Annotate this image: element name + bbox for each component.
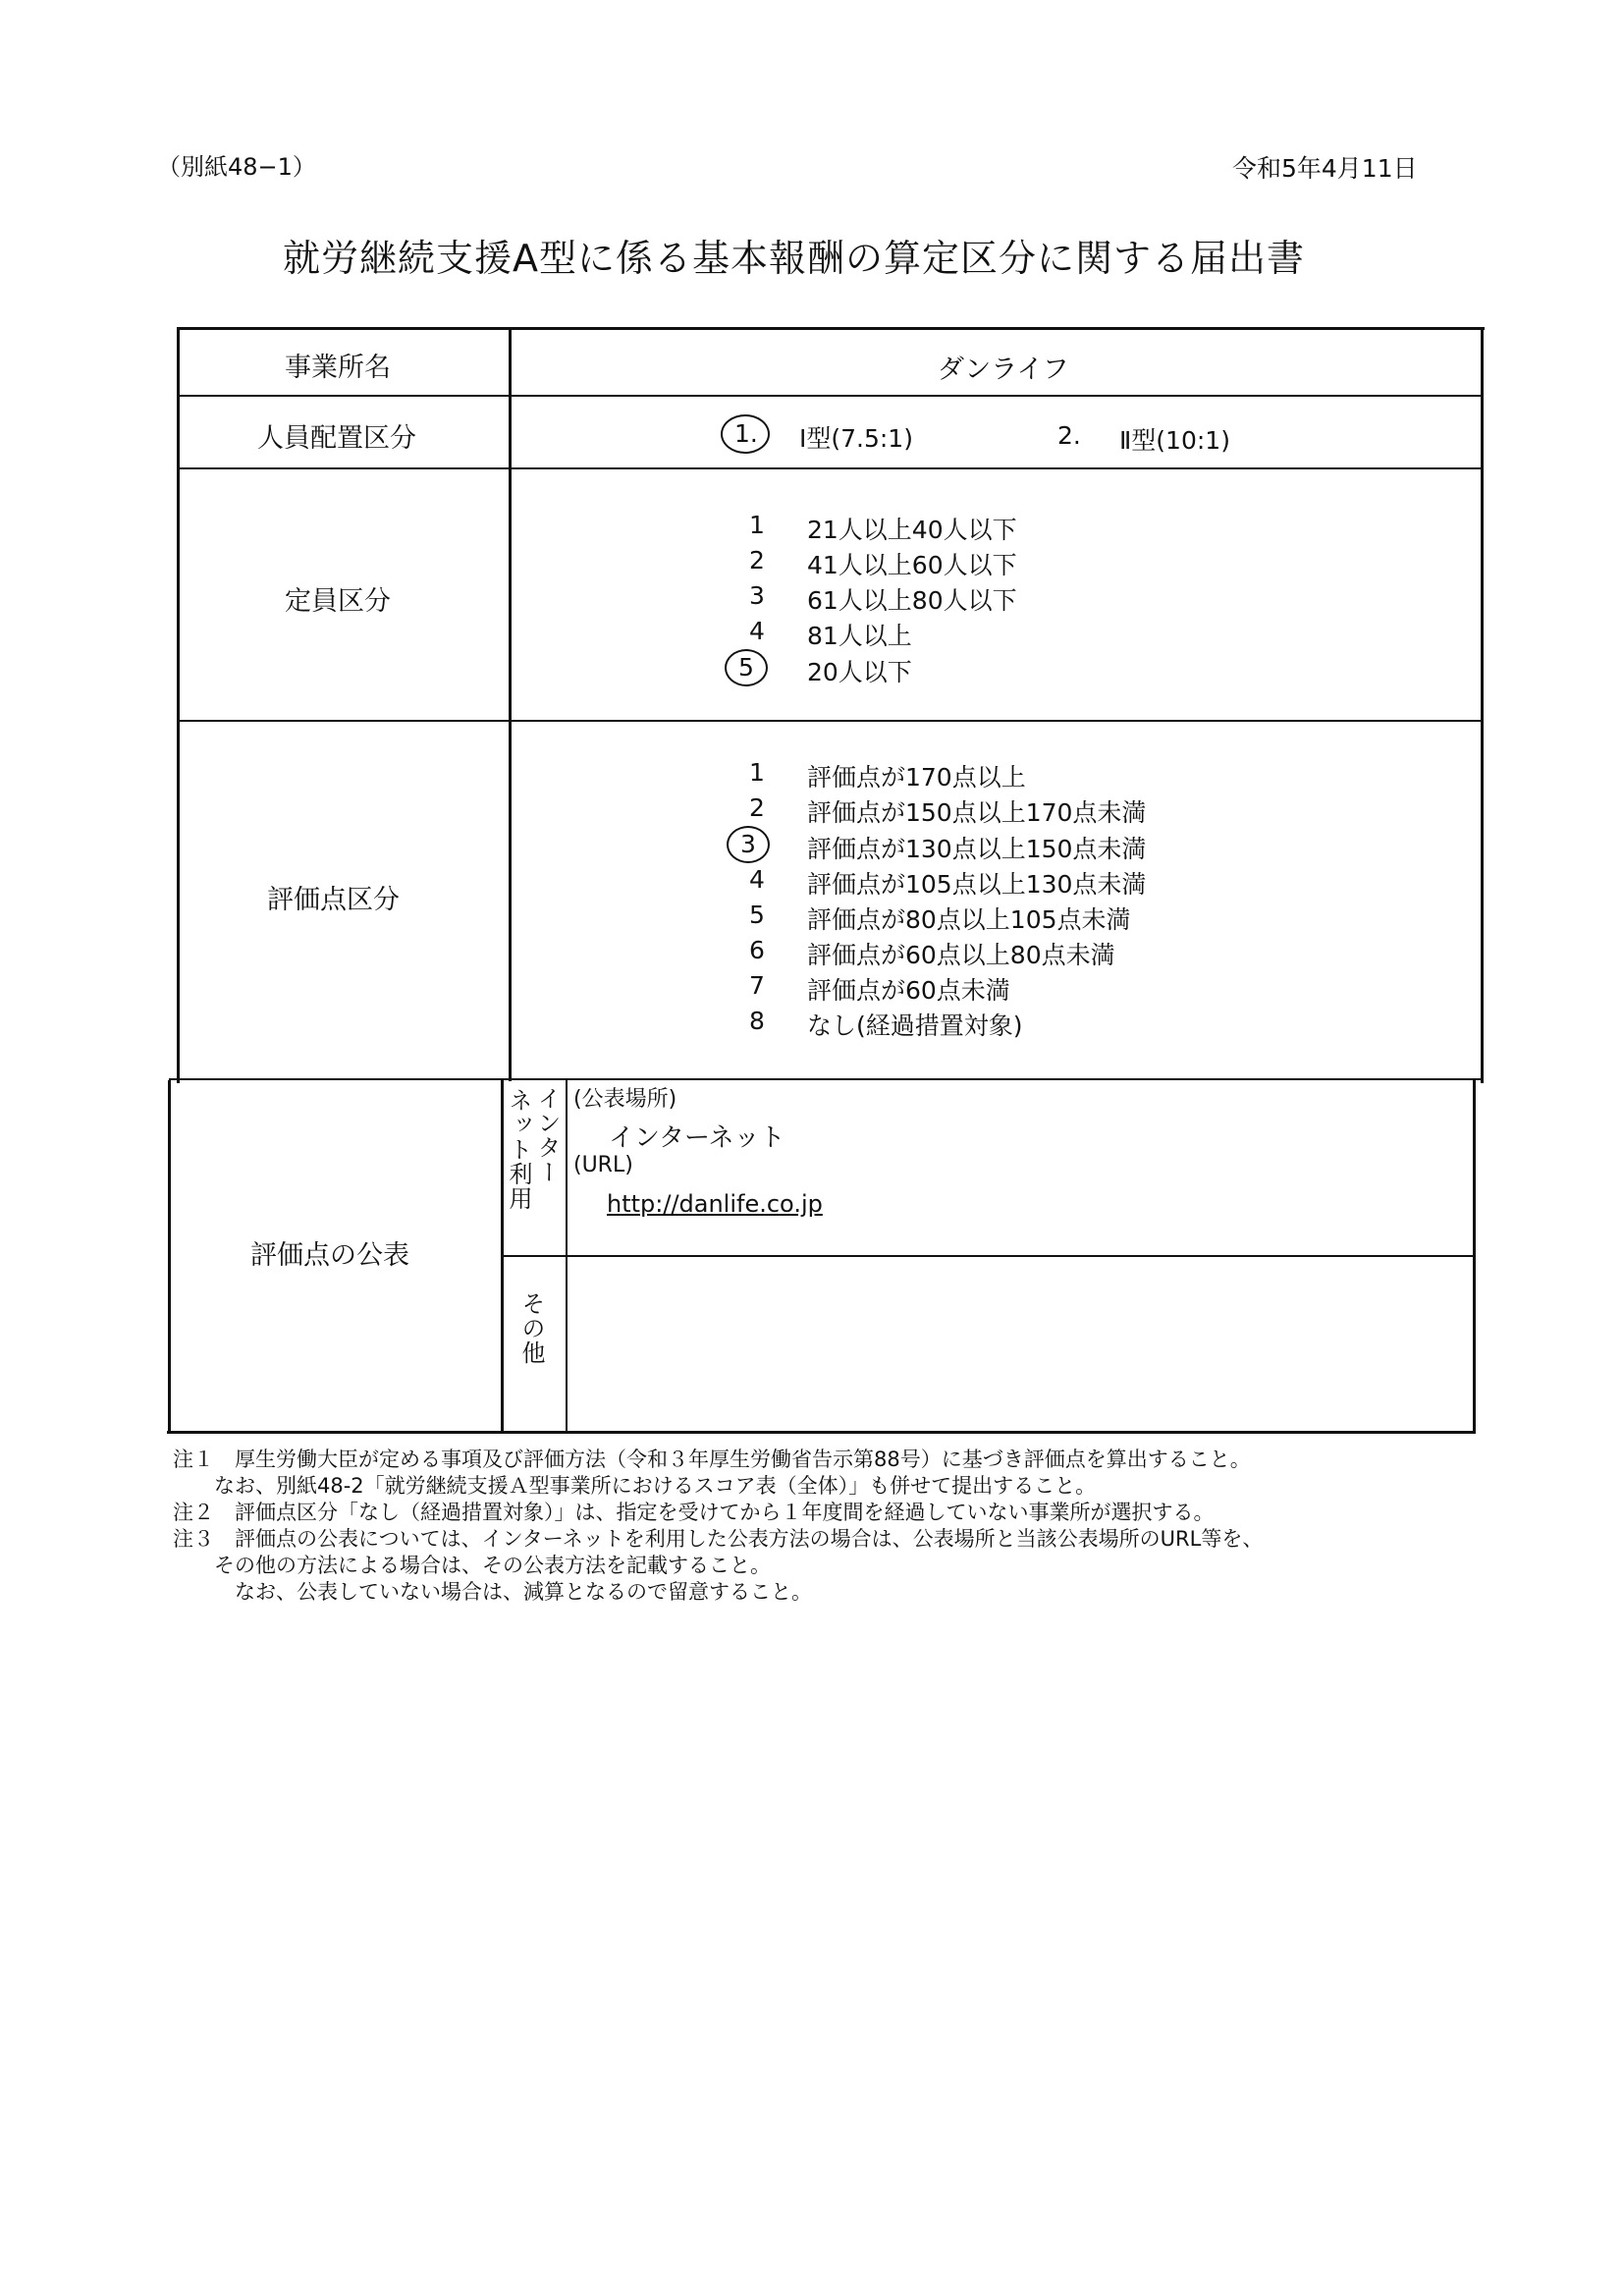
table-column-divider-lower <box>501 1080 504 1434</box>
score-item-4-num: 4 <box>749 865 765 894</box>
score-item-3-num: 3 <box>740 830 756 858</box>
row-divider-1 <box>178 395 1483 397</box>
score-item-5-text: 評価点が80点以上105点未満 <box>807 905 1131 934</box>
score-item-2-text: 評価点が150点以上170点未満 <box>807 798 1147 827</box>
table-border-left-lower <box>168 1080 171 1434</box>
internet-label-a: インター <box>533 1086 561 1184</box>
score-item-6-num: 6 <box>749 936 765 964</box>
table-border-top <box>179 327 1485 330</box>
publication-url-label: (URL) <box>573 1153 633 1177</box>
publication-label: 評価点の公表 <box>250 1240 409 1271</box>
note-1-line-2: なお、別紙48-2「就労継続支援Ａ型事業所におけるスコア表（全体）」も併せて提出すること。 <box>173 1474 1097 1498</box>
capacity-item-4-text: 81人以上 <box>807 622 912 650</box>
publication-place-label: (公表場所) <box>573 1087 677 1112</box>
score-item-3-text: 評価点が130点以上150点未満 <box>807 835 1147 863</box>
publication-row-divider <box>502 1255 1475 1257</box>
capacity-label: 定員区分 <box>285 586 391 617</box>
staffing-label: 人員配置区分 <box>257 423 416 454</box>
staffing-option-2-num: 2. <box>1057 421 1081 450</box>
note-3-line-1: 注３ 評価点の公表については、インターネットを利用した公表方法の場合は、公表場所と当該公表場所のURL等を、 <box>173 1527 1264 1551</box>
row-divider-4 <box>169 1078 1483 1080</box>
score-item-2-num: 2 <box>749 793 765 822</box>
publication-url-link[interactable]: http://danlife.co.jp <box>607 1190 823 1218</box>
document-date: 令和5年4月11日 <box>1232 154 1418 183</box>
capacity-item-3-text: 61人以上80人以下 <box>807 586 1017 615</box>
note-2: 注２ 評価点区分「なし（経過措置対象）」は、指定を受けてから１年度間を経過していない事業所が選択する。 <box>173 1501 1215 1524</box>
row-divider-3 <box>178 720 1483 722</box>
score-item-7-num: 7 <box>749 971 765 1000</box>
score-item-1-num: 1 <box>749 758 765 787</box>
note-3-line-2: その他の方法による場合は、その公表方法を記載すること。 <box>173 1554 771 1577</box>
table-border-right-lower <box>1473 1080 1476 1434</box>
score-label: 評価点区分 <box>267 885 400 915</box>
score-item-4-text: 評価点が105点以上130点未満 <box>807 870 1147 899</box>
score-item-8-text: なし(経過措置対象) <box>807 1011 1023 1040</box>
staffing-option-2-text: Ⅱ型(10:1) <box>1119 426 1230 455</box>
office-name-value: ダンライフ <box>938 355 1069 385</box>
capacity-item-1-num: 1 <box>749 511 765 539</box>
capacity-item-2-num: 2 <box>749 546 765 574</box>
table-border-right <box>1481 327 1484 1083</box>
capacity-item-3-num: 3 <box>749 581 765 610</box>
capacity-item-5-num: 5 <box>738 653 754 682</box>
staffing-option-1-text: Ⅰ型(7.5:1) <box>799 424 913 453</box>
score-item-6-text: 評価点が60点以上80点未満 <box>807 941 1115 969</box>
office-name-label: 事業所名 <box>285 353 391 383</box>
row-divider-2 <box>178 467 1483 469</box>
capacity-item-1-text: 21人以上40人以下 <box>807 516 1017 544</box>
other-label: その他 <box>517 1291 545 1365</box>
table-column-divider <box>509 327 512 1081</box>
document-reference: （別紙48−1） <box>157 153 316 181</box>
capacity-item-2-text: 41人以上60人以下 <box>807 551 1017 579</box>
document-title: 就労継続支援A型に係る基本報酬の算定区分に関する届出書 <box>283 237 1305 280</box>
score-item-1-text: 評価点が170点以上 <box>807 763 1026 792</box>
note-1-line-1: 注１ 厚生労働大臣が定める事項及び評価方法（令和３年厚生労働省告示第88号）に基づき評価点を算出すること。 <box>173 1448 1251 1471</box>
publication-place-value: インターネット <box>609 1123 785 1153</box>
capacity-item-5-text: 20人以下 <box>807 658 912 686</box>
note-3-line-3: なお、公表していない場合は、減算となるので留意すること。 <box>173 1580 812 1604</box>
capacity-item-4-num: 4 <box>749 617 765 645</box>
staffing-option-1-num: 1. <box>734 419 758 448</box>
score-item-7-text: 評価点が60点未満 <box>807 976 1010 1005</box>
table-border-left <box>177 327 180 1083</box>
score-item-5-num: 5 <box>749 901 765 929</box>
internet-label-b: ネット利用 <box>505 1088 532 1211</box>
score-item-8-num: 8 <box>749 1007 765 1035</box>
table-border-bottom <box>167 1431 1473 1434</box>
